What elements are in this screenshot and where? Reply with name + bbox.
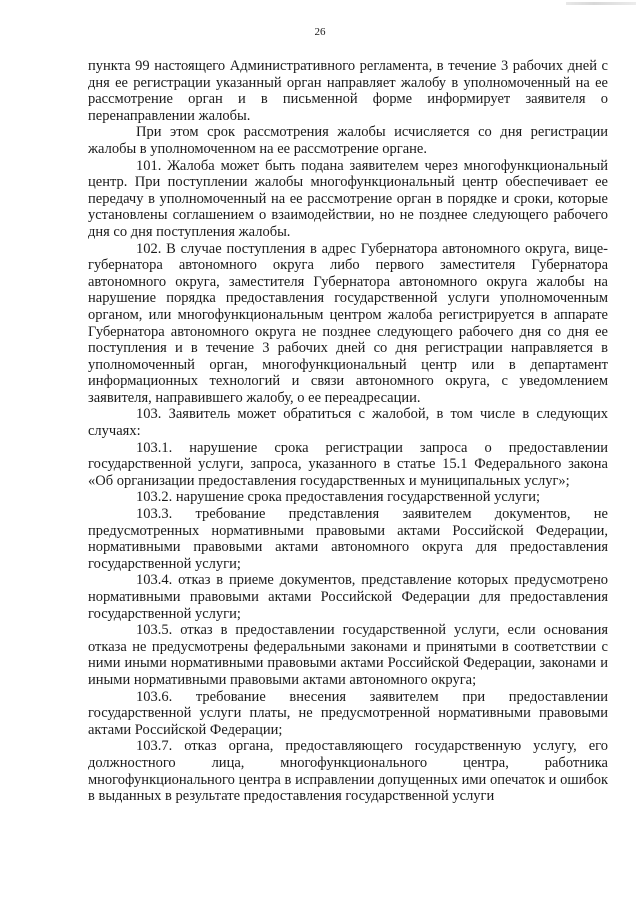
paragraph: 103.2. нарушение срока предоставления государственной услуги;	[136, 489, 541, 506]
paragraph: 101. Жалоба может быть подана заявителем через многофункциональный центр. При поступлении жалобы многофункциональный центр обеспечивает ее передачу в уполномоченный на ее рассмотрение орган в порядке и сроки, которые установлены соглашением о взаимодействии, но не позднее следующего рабочего дня со дня поступления жалобы.	[88, 157, 608, 240]
paragraph: 103. Заявитель может обратиться с жалобой, в том числе в следующих случаях:	[88, 406, 608, 440]
paragraph: 103.4. отказ в приеме документов, представление которых предусмотрено нормативными правовыми актами Российской Федерации для предоставления государственной услуги;	[88, 572, 608, 622]
page-number: 26	[314, 26, 326, 38]
paragraph: 103.5. отказ в предоставлении государственной услуги, если основания отказа не предусмотрены федеральными законами и принятыми в соответствии с ними иными нормативными правовыми актами Российской Федерации, законами и иными нормативными правовыми актами автономного округа;	[88, 622, 608, 688]
scan-artifact	[566, 2, 636, 5]
document-body	[88, 58, 608, 805]
paragraph: 103.1. нарушение срока регистрации запроса о предоставлении государственной услуги, запроса, указанного в статье 15.1 Федерального закона «Об организации предоставления государственных и муниципальных услуг»;	[88, 439, 608, 489]
paragraph: 103.3. требование представления заявителем документов, не предусмотренных нормативными правовыми актами Российской Федерации, нормативными правовыми актами автономного округа для предоставления государственной услуги;	[88, 506, 608, 572]
paragraph: При этом срок рассмотрения жалобы исчисляется со дня регистрации жалобы в уполномоченном на ее рассмотрение органе.	[88, 124, 608, 157]
paragraph: 103.7. отказ органа, предоставляющего государственную услугу, его должностного лица, многофункционального центра, работника многофункционального центра в исправлении допущенных ими опечаток и ошибок в выданных в результате предоставления государственной услуги	[88, 738, 608, 805]
paragraph: 103.6. требование внесения заявителем при предоставлении государственной услуги платы, не предусмотренной нормативными правовыми актами Российской Федерации;	[88, 688, 608, 738]
paragraph: пункта 99 настоящего Административного регламента, в течение 3 рабочих дней с дня ее регистрации указанный орган направляет жалобу в уполномоченный на ее рассмотрение орган и в письменной форме информирует заявителя о перенаправлении жалобы.	[88, 58, 608, 124]
paragraph: 102. В случае поступления в адрес Губернатора автономного округа, вице-губернатора автономного округа либо первого заместителя Губернатора автономного округа, заместителя Губернатора автономного округа жалобы на нарушение порядка предоставления государственной услуги уполномоченным органом, или многофункциональным центром жалоба регистрируется в аппарате Губернатора автономного округа не позднее следующего рабочего дня со дня ее поступления и в течение 3 рабочих дней со дня регистрации направляется в уполномоченный орган, многофункциональный центр или в департамент информационных технологий и связи автономного округа, с уведомлением заявителя, направившего жалобу, о ее переадресации.	[88, 240, 608, 406]
